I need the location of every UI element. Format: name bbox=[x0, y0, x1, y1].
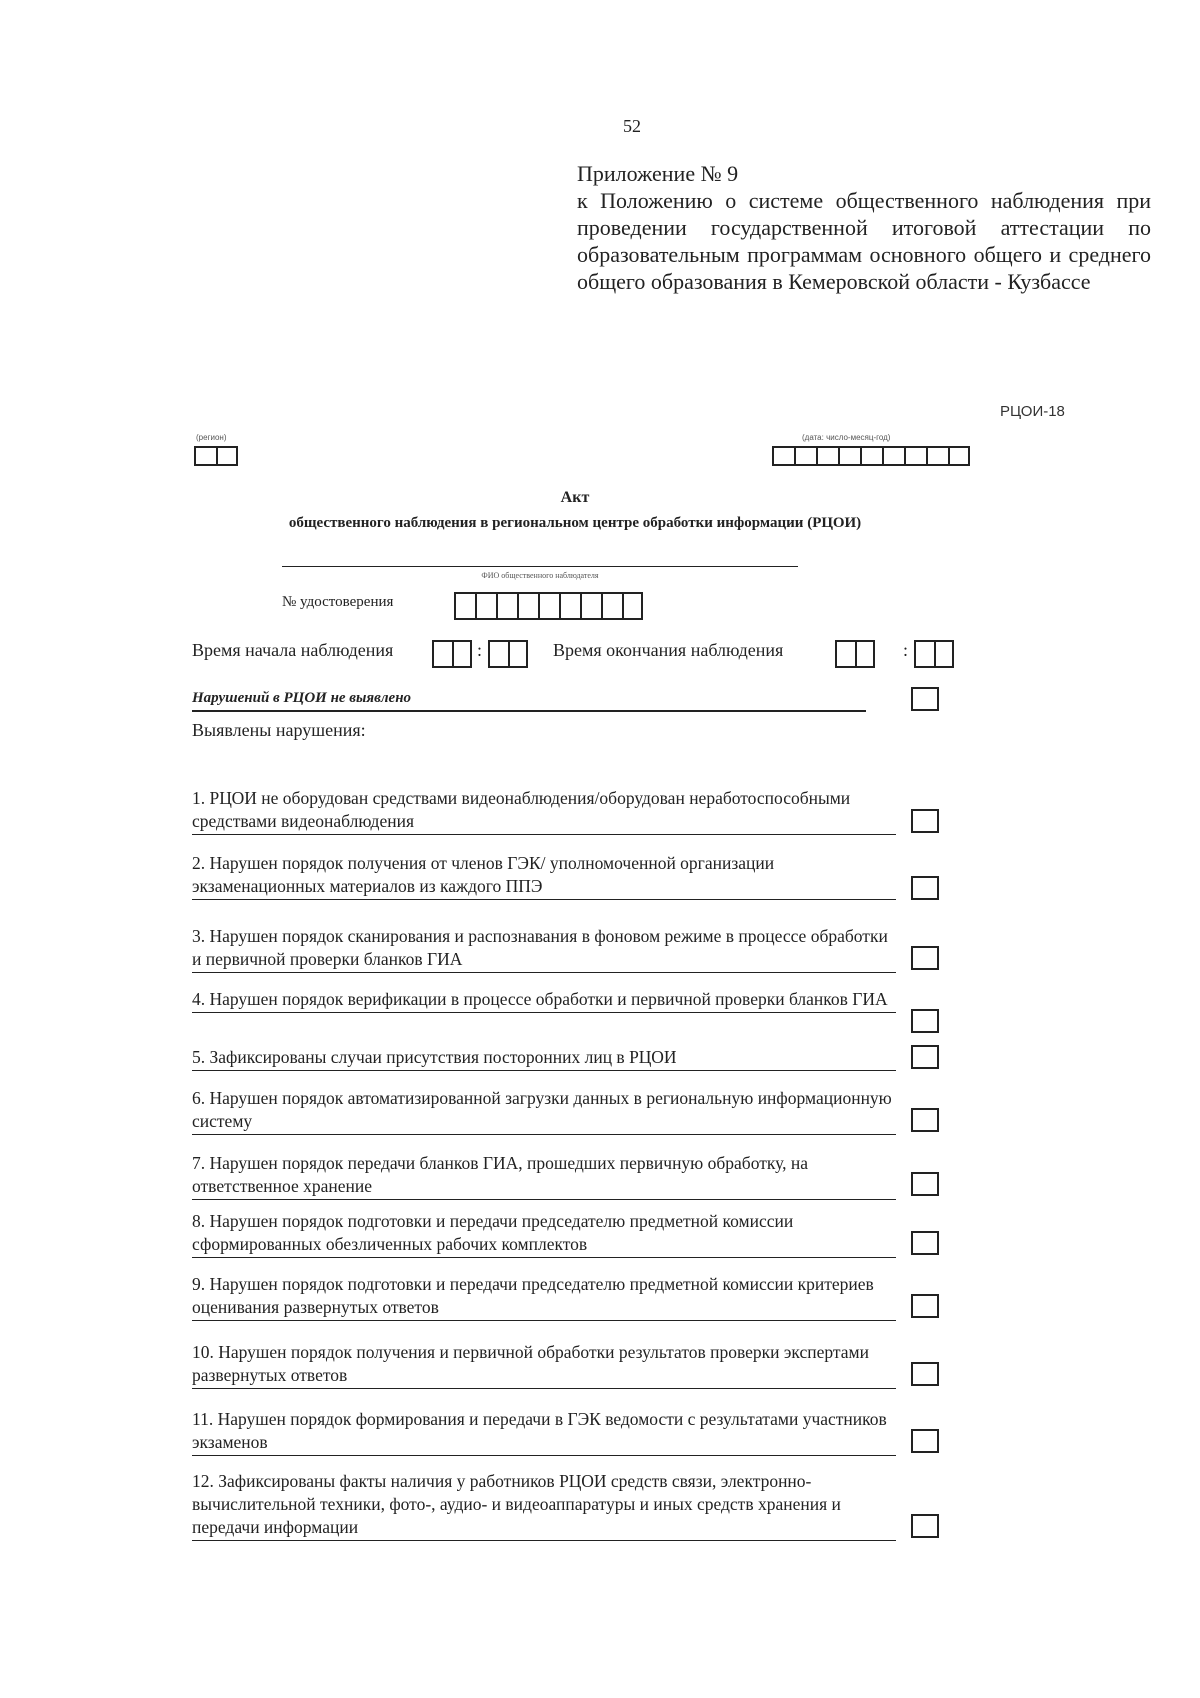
appendix-header bbox=[577, 160, 1151, 295]
date-cell[interactable] bbox=[860, 446, 882, 466]
violation-checkbox[interactable] bbox=[911, 1108, 939, 1132]
time-cell[interactable] bbox=[452, 640, 472, 668]
time-end-label: Время окончания наблюдения bbox=[553, 640, 784, 660]
appendix-body: к Положению о системе общественного наблюдения при проведении государственной итоговой аттестации по образовательным программам основного общего и среднего общего образования в Кемеровской области - Кузбассе bbox=[577, 188, 1151, 294]
violation-checkbox[interactable] bbox=[911, 809, 939, 833]
violation-checkbox[interactable] bbox=[911, 1172, 939, 1196]
violation-item: 10. Нарушен порядок получения и первичной обработки результатов проверки экспертами развернутых ответов bbox=[192, 1341, 896, 1389]
date-cell[interactable] bbox=[926, 446, 948, 466]
violation-item: 2. Нарушен порядок получения от членов ГЭК/ уполномоченной организации экзаменационных материалов из каждого ППЭ bbox=[192, 852, 896, 900]
observer-name-field[interactable] bbox=[282, 566, 798, 567]
act-subtitle: общественного наблюдения в региональном центре обработки информации (РЦОИ) bbox=[288, 515, 862, 531]
violation-checkbox[interactable] bbox=[911, 876, 939, 900]
violation-item: 5. Зафиксированы случаи присутствия посторонних лиц в РЦОИ bbox=[192, 1046, 896, 1071]
region-cell[interactable] bbox=[194, 446, 216, 466]
time-cell[interactable] bbox=[914, 640, 934, 668]
time-cell[interactable] bbox=[432, 640, 452, 668]
date-cell[interactable] bbox=[816, 446, 838, 466]
no-violations-checkbox[interactable] bbox=[911, 687, 939, 711]
time-cell[interactable] bbox=[488, 640, 508, 668]
certificate-cell[interactable] bbox=[517, 592, 538, 620]
certificate-cell[interactable] bbox=[559, 592, 580, 620]
violation-item: 3. Нарушен порядок сканирования и распознавания в фоновом режиме в процессе обработки и первичной проверки бланков ГИА bbox=[192, 925, 896, 973]
certificate-cell[interactable] bbox=[601, 592, 622, 620]
region-code-cells[interactable] bbox=[194, 446, 238, 466]
violation-checkbox[interactable] bbox=[911, 1429, 939, 1453]
found-violations-label: Выявлены нарушения: bbox=[192, 720, 366, 740]
date-cell[interactable] bbox=[794, 446, 816, 466]
certificate-label: № удостоверения bbox=[282, 594, 394, 610]
violation-item: 6. Нарушен порядок автоматизированной загрузки данных в региональную информационную систему bbox=[192, 1087, 896, 1135]
violation-item: 8. Нарушен порядок подготовки и передачи председателю предметной комиссии сформированных обезличенных рабочих комплектов bbox=[192, 1210, 896, 1258]
certificate-cell[interactable] bbox=[580, 592, 601, 620]
certificate-number-cells[interactable] bbox=[454, 592, 643, 620]
certificate-cell[interactable] bbox=[454, 592, 475, 620]
observer-name-caption: ФИО общественного наблюдателя bbox=[481, 571, 599, 580]
violation-item: 11. Нарушен порядок формирования и передачи в ГЭК ведомости с результатами участников экзаменов bbox=[192, 1408, 896, 1456]
violation-item: 4. Нарушен порядок верификации в процессе обработки и первичной проверки бланков ГИА bbox=[192, 988, 896, 1013]
region-caption: (регион) bbox=[196, 433, 227, 442]
time-cell[interactable] bbox=[508, 640, 528, 668]
date-cell[interactable] bbox=[904, 446, 926, 466]
violation-checkbox[interactable] bbox=[911, 1362, 939, 1386]
violation-item: 7. Нарушен порядок передачи бланков ГИА, прошедших первичную обработку, на ответственное хранение bbox=[192, 1152, 896, 1200]
date-caption: (дата: число-месяц-год) bbox=[802, 433, 891, 442]
form-code: РЦОИ-18 bbox=[1000, 403, 1065, 420]
time-start-hours[interactable] bbox=[432, 640, 472, 668]
violation-checkbox[interactable] bbox=[911, 1009, 939, 1033]
certificate-cell[interactable] bbox=[496, 592, 517, 620]
certificate-cell[interactable] bbox=[622, 592, 643, 620]
time-end-minutes[interactable] bbox=[914, 640, 954, 668]
time-start-label: Время начала наблюдения bbox=[192, 640, 394, 660]
violation-checkbox[interactable] bbox=[911, 1231, 939, 1255]
violation-checkbox[interactable] bbox=[911, 1045, 939, 1069]
no-violations-label: Нарушений в РЦОИ не выявлено bbox=[192, 690, 412, 706]
certificate-cell[interactable] bbox=[538, 592, 559, 620]
time-end-colon: : bbox=[903, 640, 909, 660]
date-cell[interactable] bbox=[772, 446, 794, 466]
time-cell[interactable] bbox=[835, 640, 855, 668]
violation-item: 12. Зафиксированы факты наличия у работников РЦОИ средств связи, электронно-вычислительной техники, фото-, аудио- и видеоаппаратуры и иных средств хранения и передачи информации bbox=[192, 1470, 896, 1541]
page-number: 52 bbox=[623, 116, 641, 136]
date-cell[interactable] bbox=[882, 446, 904, 466]
date-cell[interactable] bbox=[948, 446, 970, 466]
violation-checkbox[interactable] bbox=[911, 1294, 939, 1318]
violation-item: 9. Нарушен порядок подготовки и передачи председателю предметной комиссии критериев оценивания развернутых ответов bbox=[192, 1273, 896, 1321]
violation-checkbox[interactable] bbox=[911, 1514, 939, 1538]
certificate-cell[interactable] bbox=[475, 592, 496, 620]
time-start-colon: : bbox=[477, 640, 483, 660]
act-title: Акт bbox=[560, 489, 590, 506]
time-end-hours[interactable] bbox=[835, 640, 875, 668]
time-start-minutes[interactable] bbox=[488, 640, 528, 668]
violation-checkbox[interactable] bbox=[911, 946, 939, 970]
date-cells[interactable] bbox=[772, 446, 970, 466]
date-cell[interactable] bbox=[838, 446, 860, 466]
time-cell[interactable] bbox=[934, 640, 954, 668]
time-cell[interactable] bbox=[855, 640, 875, 668]
no-violations-underline bbox=[192, 710, 866, 712]
region-cell[interactable] bbox=[216, 446, 238, 466]
violation-item: 1. РЦОИ не оборудован средствами видеонаблюдения/оборудован неработоспособными средствами видеонаблюдения bbox=[192, 787, 896, 835]
appendix-title: Приложение № 9 bbox=[577, 161, 739, 186]
